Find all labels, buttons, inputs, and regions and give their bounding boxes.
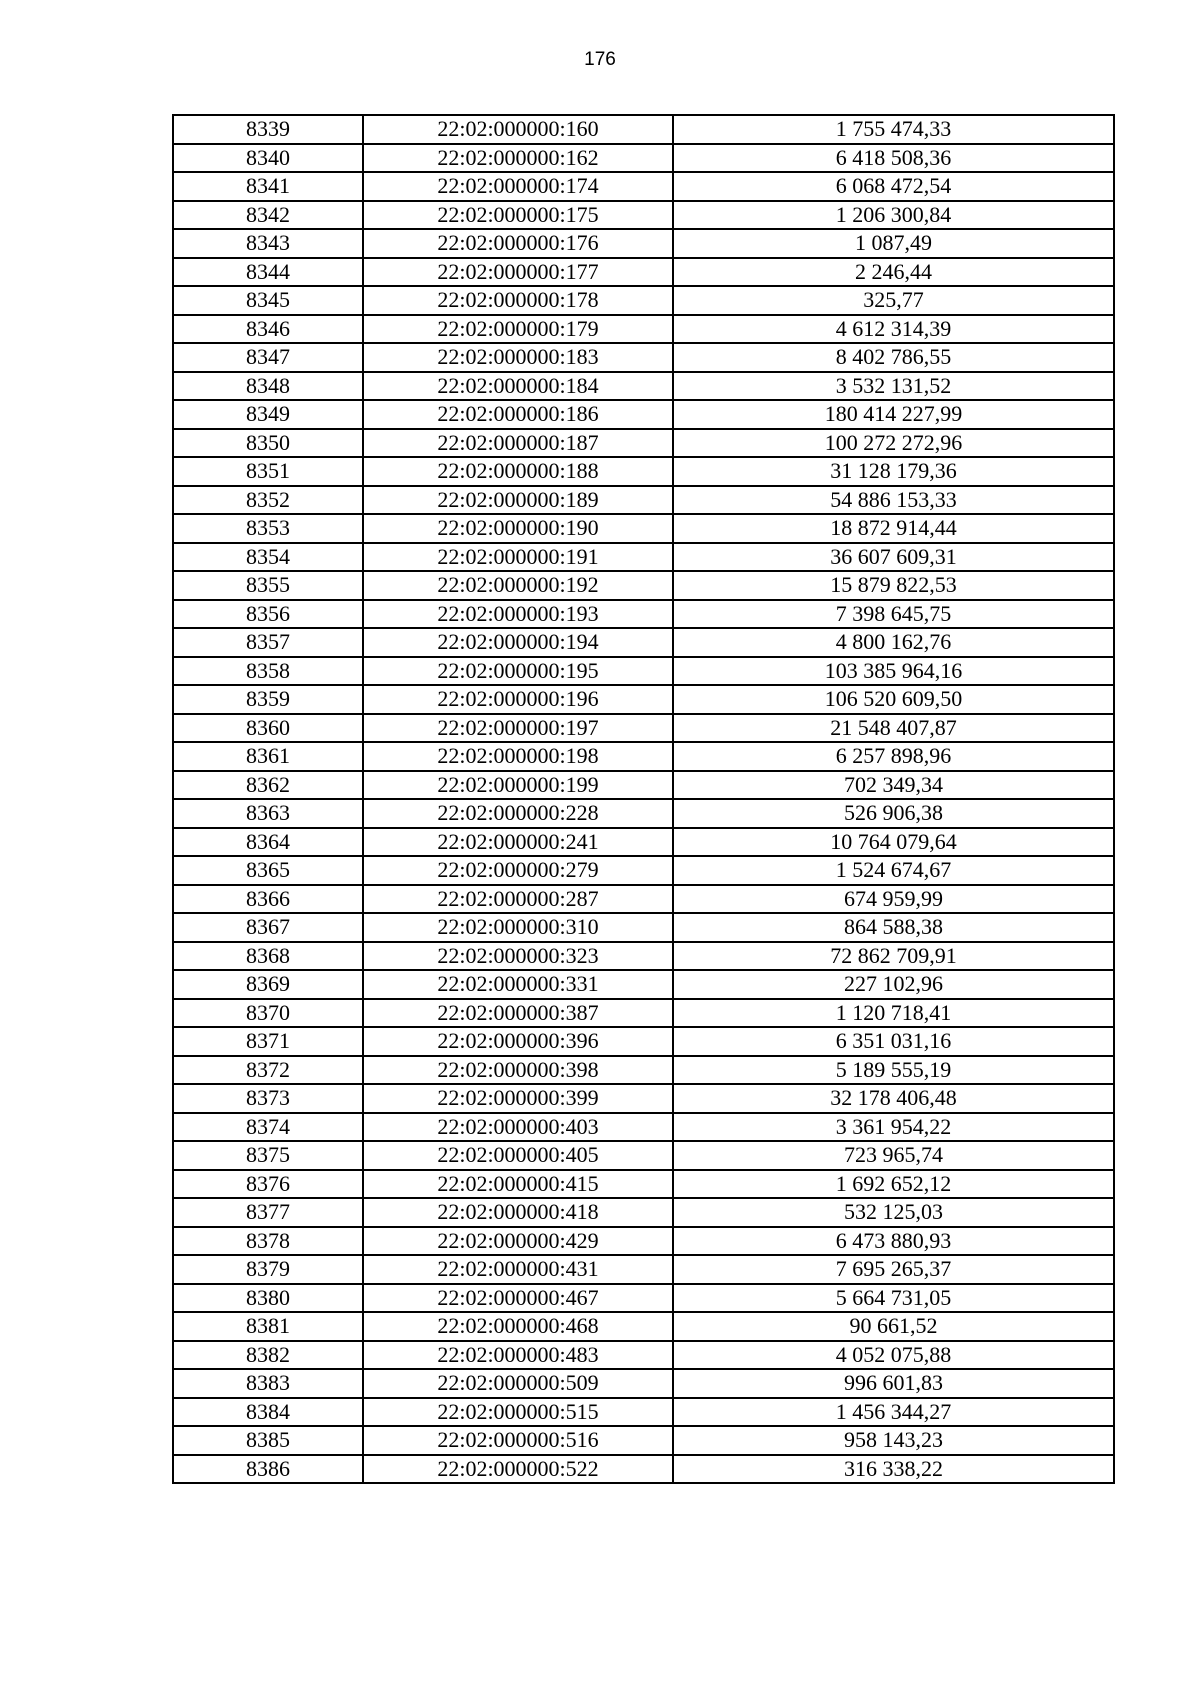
cadastral-number-cell: 22:02:000000:194 [363,628,673,657]
table-row [173,258,1114,287]
row-number-cell: 8351 [173,457,363,486]
row-number-cell: 8344 [173,258,363,287]
table-row [173,1455,1114,1484]
value-cell: 6 257 898,96 [673,742,1114,771]
row-number-cell: 8363 [173,799,363,828]
row-number-cell: 8370 [173,999,363,1028]
table-row [173,714,1114,743]
row-number-cell: 8349 [173,400,363,429]
cadastral-number-cell: 22:02:000000:178 [363,286,673,315]
cadastral-number-cell: 22:02:000000:188 [363,457,673,486]
cadastral-number-cell: 22:02:000000:189 [363,486,673,515]
value-cell: 1 087,49 [673,229,1114,258]
row-number-cell: 8358 [173,657,363,686]
row-number-cell: 8365 [173,856,363,885]
cadastral-number-cell: 22:02:000000:509 [363,1369,673,1398]
table-row [173,1255,1114,1284]
table-row [173,144,1114,173]
table-row [173,1284,1114,1313]
cadastral-number-cell: 22:02:000000:522 [363,1455,673,1484]
table-row [173,1426,1114,1455]
value-cell: 4 052 075,88 [673,1341,1114,1370]
value-cell: 32 178 406,48 [673,1084,1114,1113]
row-number-cell: 8385 [173,1426,363,1455]
table-row [173,429,1114,458]
cadastral-number-cell: 22:02:000000:186 [363,400,673,429]
value-cell: 18 872 914,44 [673,514,1114,543]
value-cell: 103 385 964,16 [673,657,1114,686]
value-cell: 1 524 674,67 [673,856,1114,885]
row-number-cell: 8366 [173,885,363,914]
cadastral-number-cell: 22:02:000000:191 [363,543,673,572]
row-number-cell: 8374 [173,1113,363,1142]
value-cell: 180 414 227,99 [673,400,1114,429]
row-number-cell: 8347 [173,343,363,372]
row-number-cell: 8380 [173,1284,363,1313]
cadastral-number-cell: 22:02:000000:396 [363,1027,673,1056]
table-row [173,1227,1114,1256]
table-row [173,1170,1114,1199]
row-number-cell: 8369 [173,970,363,999]
cadastral-number-cell: 22:02:000000:228 [363,799,673,828]
value-cell: 6 068 472,54 [673,172,1114,201]
cadastral-number-cell: 22:02:000000:287 [363,885,673,914]
cadastral-number-cell: 22:02:000000:175 [363,201,673,230]
value-cell: 6 473 880,93 [673,1227,1114,1256]
value-cell: 864 588,38 [673,913,1114,942]
row-number-cell: 8368 [173,942,363,971]
table-row [173,799,1114,828]
row-number-cell: 8355 [173,571,363,600]
row-number-cell: 8360 [173,714,363,743]
value-cell: 4 612 314,39 [673,315,1114,344]
value-cell: 996 601,83 [673,1369,1114,1398]
row-number-cell: 8356 [173,600,363,629]
table-row [173,828,1114,857]
cadastral-number-cell: 22:02:000000:516 [363,1426,673,1455]
table-row [173,771,1114,800]
value-cell: 6 351 031,16 [673,1027,1114,1056]
cadastral-number-cell: 22:02:000000:199 [363,771,673,800]
cadastral-number-cell: 22:02:000000:174 [363,172,673,201]
value-cell: 7 695 265,37 [673,1255,1114,1284]
row-number-cell: 8367 [173,913,363,942]
cadastral-number-cell: 22:02:000000:177 [363,258,673,287]
row-number-cell: 8341 [173,172,363,201]
cadastral-number-cell: 22:02:000000:195 [363,657,673,686]
table-row [173,315,1114,344]
value-cell: 21 548 407,87 [673,714,1114,743]
cadastral-number-cell: 22:02:000000:160 [363,115,673,144]
cadastral-number-cell: 22:02:000000:197 [363,714,673,743]
cadastral-number-cell: 22:02:000000:176 [363,229,673,258]
row-number-cell: 8375 [173,1141,363,1170]
value-cell: 54 886 153,33 [673,486,1114,515]
row-number-cell: 8345 [173,286,363,315]
value-cell: 532 125,03 [673,1198,1114,1227]
row-number-cell: 8348 [173,372,363,401]
cadastral-number-cell: 22:02:000000:429 [363,1227,673,1256]
value-cell: 526 906,38 [673,799,1114,828]
cadastral-number-cell: 22:02:000000:162 [363,144,673,173]
value-cell: 106 520 609,50 [673,685,1114,714]
row-number-cell: 8359 [173,685,363,714]
value-cell: 7 398 645,75 [673,600,1114,629]
row-number-cell: 8361 [173,742,363,771]
value-cell: 8 402 786,55 [673,343,1114,372]
value-cell: 1 206 300,84 [673,201,1114,230]
row-number-cell: 8350 [173,429,363,458]
value-cell: 4 800 162,76 [673,628,1114,657]
cadastral-number-cell: 22:02:000000:405 [363,1141,673,1170]
table-row [173,1113,1114,1142]
table-row [173,486,1114,515]
value-cell: 325,77 [673,286,1114,315]
table-body [173,115,1114,1483]
table-row [173,1084,1114,1113]
cadastral-number-cell: 22:02:000000:241 [363,828,673,857]
value-cell: 1 692 652,12 [673,1170,1114,1199]
table-row [173,1198,1114,1227]
table-row [173,885,1114,914]
value-cell: 1 120 718,41 [673,999,1114,1028]
cadastral-number-cell: 22:02:000000:192 [363,571,673,600]
value-cell: 72 862 709,91 [673,942,1114,971]
table-row [173,685,1114,714]
table-row [173,457,1114,486]
value-cell: 90 661,52 [673,1312,1114,1341]
value-cell: 3 532 131,52 [673,372,1114,401]
cadastral-number-cell: 22:02:000000:399 [363,1084,673,1113]
row-number-cell: 8339 [173,115,363,144]
cadastral-number-cell: 22:02:000000:196 [363,685,673,714]
value-cell: 227 102,96 [673,970,1114,999]
table-row [173,286,1114,315]
value-cell: 10 764 079,64 [673,828,1114,857]
table-row [173,400,1114,429]
row-number-cell: 8376 [173,1170,363,1199]
table-row [173,229,1114,258]
cadastral-number-cell: 22:02:000000:279 [363,856,673,885]
row-number-cell: 8340 [173,144,363,173]
cadastral-number-cell: 22:02:000000:193 [363,600,673,629]
value-cell: 723 965,74 [673,1141,1114,1170]
cadastral-number-cell: 22:02:000000:403 [363,1113,673,1142]
table-row [173,942,1114,971]
row-number-cell: 8378 [173,1227,363,1256]
row-number-cell: 8382 [173,1341,363,1370]
table-row [173,201,1114,230]
table-row [173,172,1114,201]
table-row [173,1141,1114,1170]
cadastral-number-cell: 22:02:000000:483 [363,1341,673,1370]
table-row [173,856,1114,885]
cadastral-number-cell: 22:02:000000:415 [363,1170,673,1199]
cadastral-number-cell: 22:02:000000:431 [363,1255,673,1284]
row-number-cell: 8343 [173,229,363,258]
value-cell: 316 338,22 [673,1455,1114,1484]
row-number-cell: 8364 [173,828,363,857]
row-number-cell: 8354 [173,543,363,572]
table-row [173,372,1114,401]
value-cell: 674 959,99 [673,885,1114,914]
row-number-cell: 8381 [173,1312,363,1341]
cadastral-number-cell: 22:02:000000:183 [363,343,673,372]
table-row [173,343,1114,372]
row-number-cell: 8346 [173,315,363,344]
table-row [173,1027,1114,1056]
cadastral-number-cell: 22:02:000000:418 [363,1198,673,1227]
row-number-cell: 8371 [173,1027,363,1056]
row-number-cell: 8342 [173,201,363,230]
table-row [173,999,1114,1028]
cadastral-number-cell: 22:02:000000:310 [363,913,673,942]
cadastral-number-cell: 22:02:000000:198 [363,742,673,771]
value-cell: 31 128 179,36 [673,457,1114,486]
value-cell: 15 879 822,53 [673,571,1114,600]
row-number-cell: 8372 [173,1056,363,1085]
row-number-cell: 8383 [173,1369,363,1398]
value-cell: 100 272 272,96 [673,429,1114,458]
table-row [173,742,1114,771]
table-row [173,115,1114,144]
value-cell: 1 755 474,33 [673,115,1114,144]
cadastral-number-cell: 22:02:000000:468 [363,1312,673,1341]
cadastral-number-cell: 22:02:000000:184 [363,372,673,401]
value-cell: 958 143,23 [673,1426,1114,1455]
cadastral-number-cell: 22:02:000000:467 [363,1284,673,1313]
table-row [173,628,1114,657]
row-number-cell: 8373 [173,1084,363,1113]
table-row [173,543,1114,572]
table-row [173,514,1114,543]
table-row [173,1312,1114,1341]
table-row [173,657,1114,686]
row-number-cell: 8362 [173,771,363,800]
row-number-cell: 8379 [173,1255,363,1284]
value-cell: 6 418 508,36 [673,144,1114,173]
cadastral-number-cell: 22:02:000000:187 [363,429,673,458]
value-cell: 2 246,44 [673,258,1114,287]
cadastral-number-cell: 22:02:000000:190 [363,514,673,543]
value-cell: 5 189 555,19 [673,1056,1114,1085]
value-cell: 3 361 954,22 [673,1113,1114,1142]
table-row [173,1056,1114,1085]
table-row [173,1398,1114,1427]
cadastral-number-cell: 22:02:000000:179 [363,315,673,344]
row-number-cell: 8352 [173,486,363,515]
table-row [173,1341,1114,1370]
row-number-cell: 8384 [173,1398,363,1427]
value-cell: 36 607 609,31 [673,543,1114,572]
table-row [173,600,1114,629]
row-number-cell: 8353 [173,514,363,543]
cadastral-number-cell: 22:02:000000:515 [363,1398,673,1427]
cadastral-number-cell: 22:02:000000:331 [363,970,673,999]
row-number-cell: 8386 [173,1455,363,1484]
table-row [173,1369,1114,1398]
value-cell: 1 456 344,27 [673,1398,1114,1427]
cadastral-number-cell: 22:02:000000:323 [363,942,673,971]
cadastral-number-cell: 22:02:000000:398 [363,1056,673,1085]
value-cell: 5 664 731,05 [673,1284,1114,1313]
table-row [173,970,1114,999]
table-row [173,571,1114,600]
page-number: 176 [584,49,616,70]
value-cell: 702 349,34 [673,771,1114,800]
cadastral-table [172,114,1115,1484]
row-number-cell: 8357 [173,628,363,657]
table-row [173,913,1114,942]
cadastral-number-cell: 22:02:000000:387 [363,999,673,1028]
row-number-cell: 8377 [173,1198,363,1227]
